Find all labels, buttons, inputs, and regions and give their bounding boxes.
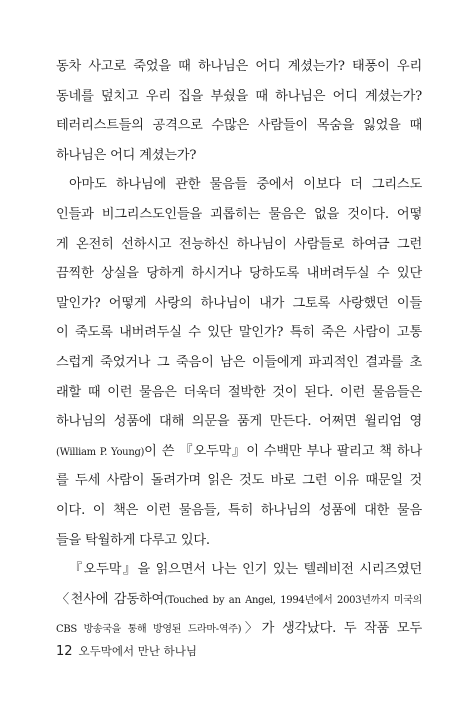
text-line: 래할 때 이런 물음은 더욱더 절박한 것이 된다. 이런 물음들은 [56,384,422,400]
page-footer [56,643,197,659]
text-line: 동차 사고로 죽었을 때 하나님은 어디 계셨는가? 태풍이 우리 [56,59,422,74]
running-title: 오두막에서 만난 하나님 [78,644,197,658]
translator-note: CBS 방송국을 통해 방영된 드라마-역주) [56,624,242,636]
text-line [56,585,422,615]
text-line: 를 두세 사람이 돌려가며 읽은 것도 바로 그런 이유 때문일 것 [56,473,422,489]
text-line: 이 죽도록 내버려두실 수 있단 말인가? 특히 죽은 사람이 고통 [56,325,422,341]
text-line: 동네를 덮치고 우리 집을 부쉈을 때 하나님은 어디 계셨는가? [56,88,422,104]
text-line: 『오두막』을 읽으면서 나는 인기 있는 텔레비전 시리즈였던 [69,562,422,578]
text-fragment: 이 쓴 『오두막』이 수백만 부나 팔리고 책 하나 [144,443,422,459]
text-line [56,437,422,467]
text-line: 스럽게 죽었거나 그 죽음이 남은 이들에게 파괴적인 결과를 초 [56,354,422,370]
text-line: 들을 탁월하게 다루고 있다. [56,532,210,548]
text-line: 인들과 비그리스도인들을 괴롭히는 물음은 없을 것이다. 어떻 [56,206,422,222]
text-line: 하나님은 어디 계셨는가? [56,147,197,163]
text-line: 테러리스트들의 공격으로 수많은 사람들이 목숨을 잃었을 때 [56,118,422,134]
text-line: 아마도 하나님에 관한 물음들 중에서 이보다 더 그리스도 [69,177,422,193]
text-line [56,614,422,644]
translator-note: (Touched by an Angel, 1994년에서 2003년까지 미국의 [164,594,422,606]
body-text [56,52,422,644]
text-line: 하나님의 성품에 대해 의문을 품게 만든다. 어쩌면 윌리엄 영 [56,414,422,430]
text-fragment: 〈천사에 감동하여 [56,591,165,607]
text-line: 끔찍한 상실을 당하게 하시거나 당하도록 내버려두실 수 있단 [56,266,422,282]
text-line: 게 온전히 선하시고 전능하신 하나님이 사람들로 하여금 그런 [56,236,422,252]
author-name: (William P. Young) [56,446,145,458]
page-number: 12 [56,644,73,659]
text-line: 이다. 이 책은 이런 물음들, 특히 하나님의 성품에 대한 물음 [56,502,422,518]
text-fragment: 〉가 생각났다. 두 작품 모두 [241,621,423,637]
text-line: 말인가? 어떻게 사랑의 하나님이 내가 그토록 사랑했던 이들 [56,295,422,311]
